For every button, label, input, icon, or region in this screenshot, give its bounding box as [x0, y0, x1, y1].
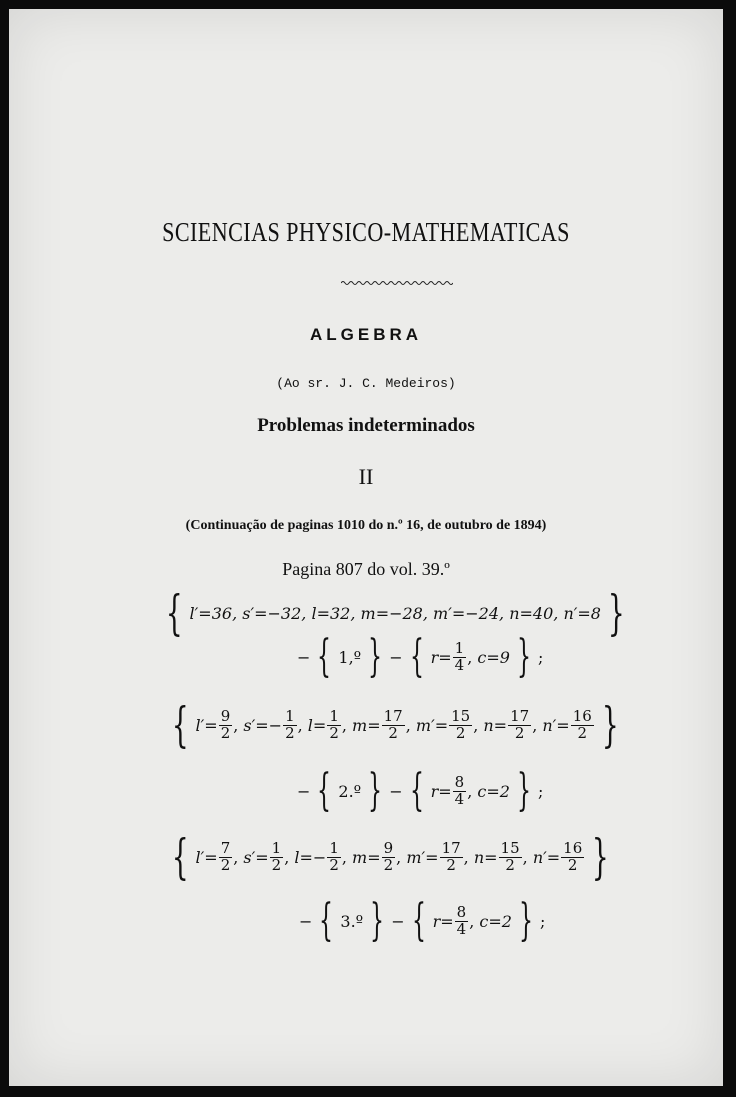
dedication: (Ao sr. J. C. Medeiros) — [276, 376, 456, 391]
solution-2-values: { l′= $\frac{9}{2}$ , s′=− $\frac{1}{2}$ , l= $\frac{1}{2}$ , m= $\frac{17}{2}$ , m′= $\frac{15}{2}$ , n= $\frac{17}{2}$ , n′= $\frac{16}{2}$ } — [171, 697, 619, 753]
value: s′=−32, — [242, 603, 307, 623]
value: l′=36, — [189, 603, 238, 623]
solution-1-condition: − { 1,º } − { r = $\frac{1}{4}$ , c=9 } ; — [297, 631, 544, 682]
page-reference: Pagina 807 do vol. 39.º — [282, 559, 450, 579]
value: n=40, — [509, 603, 559, 623]
fraction: $\frac{1}{4}$ — [454, 638, 465, 674]
ordinal: 2.º — [338, 781, 362, 801]
solution-2-condition: − { 2.º } − { r = $\frac{8}{4}$ , c=2 } ; — [297, 765, 544, 816]
solution-3-values: { l′= $\frac{7}{2}$ , s′= $\frac{1}{2}$ , l=− $\frac{1}{2}$ , m= $\frac{9}{2}$ , m′= $\frac{17}{2}$ , n= $\frac{15}{2}$ , n′= $\frac{16}{2}$ } — [171, 829, 609, 885]
heading-algebra: ALGEBRA — [309, 325, 423, 344]
page — [9, 9, 723, 1086]
left-brace: { — [165, 585, 183, 641]
value: m=−28, — [360, 603, 428, 623]
c-value: c=2 — [479, 911, 512, 931]
value: n′=8 — [563, 603, 601, 623]
section-title: SCIENCIAS PHYSICO-MATHEMATICAS — [162, 217, 570, 247]
value: l=32, — [311, 603, 356, 623]
c-value: c=9 — [477, 647, 510, 667]
ornament-divider — [341, 279, 453, 287]
solution-3-condition: − { 3.º } − { r = $\frac{8}{4}$ , c=2 } ; — [299, 895, 546, 946]
part-number: II — [358, 464, 374, 489]
solution-1-values — [159, 585, 632, 641]
ordinal: 1,º — [338, 647, 362, 667]
value: m′=−24, — [433, 603, 505, 623]
subtitle: Problemas indeterminados — [257, 415, 475, 436]
continuation-note: (Continuação de paginas 1010 do n.º 16, de outubro de 1894) — [185, 518, 547, 533]
c-value: c=2 — [477, 781, 510, 801]
ordinal: 3.º — [340, 911, 364, 931]
right-brace: } — [607, 585, 625, 641]
